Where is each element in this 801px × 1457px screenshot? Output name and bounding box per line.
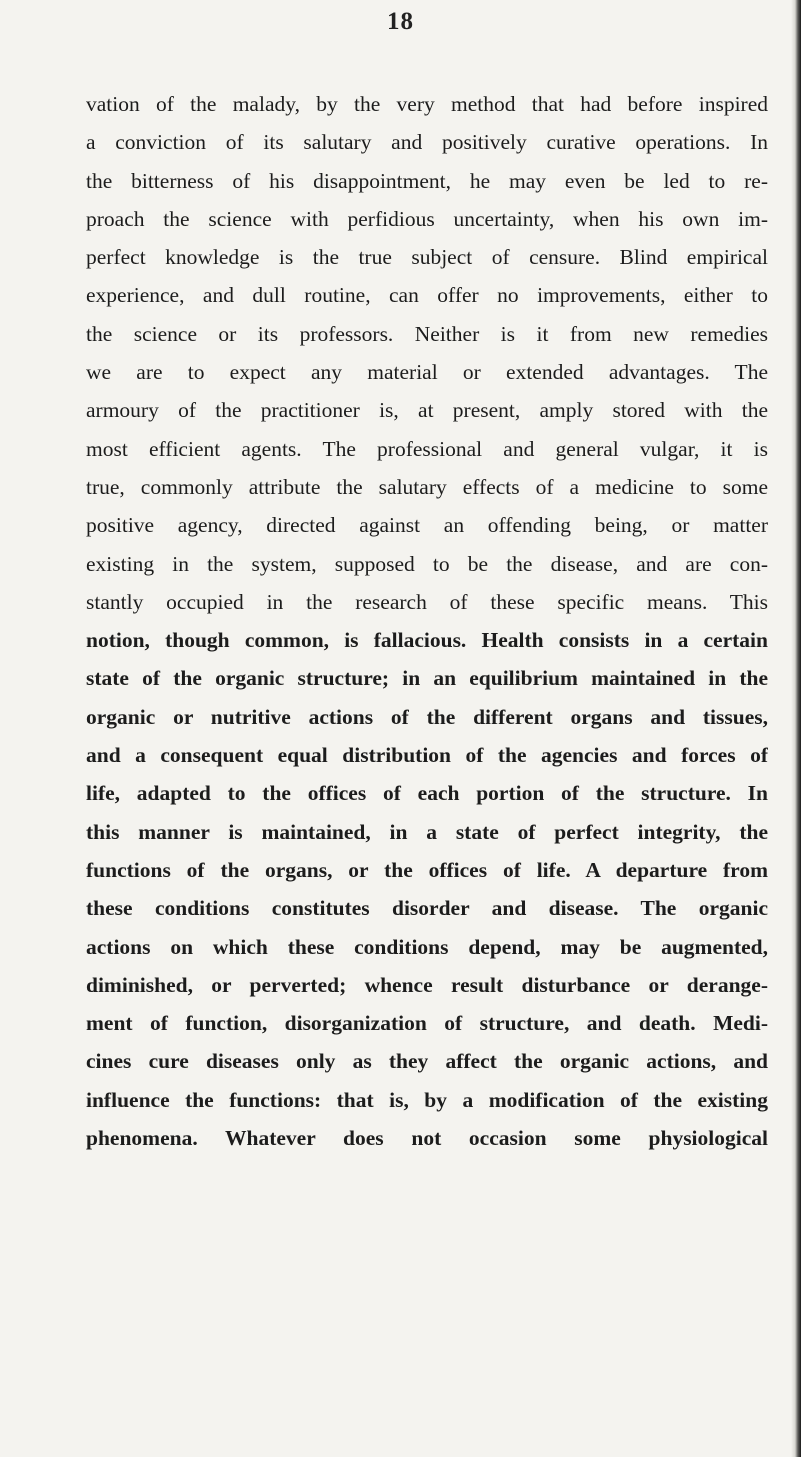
text-line: state of the organic structure; in an equilibrium maintained in the [86, 666, 768, 691]
body-text [86, 85, 768, 1157]
text-line: diminished, or perverted; whence result disturbance or derange- [86, 972, 768, 997]
text-line: phenomena. Whatever does not occasion some physiological [86, 1126, 768, 1151]
text-line: vation of the malady, by the very method that had before inspired [86, 92, 768, 116]
text-line: armoury of the practitioner is, at present, amply stored with the [86, 398, 768, 423]
text-line: stantly occupied in the research of these specific means. This [86, 589, 768, 614]
text-line: most efficient agents. The professional and general vulgar, it is [86, 436, 768, 461]
text-line: positive agency, directed against an offending being, or matter [86, 513, 768, 538]
text-line: experience, and dull routine, can offer no improvements, either to [86, 283, 768, 308]
text-line: true, commonly attribute the salutary effects of a medicine to some [86, 474, 768, 499]
text-line: notion, though common, is fallacious. Health consists in a certain [86, 628, 768, 653]
page-edge-shadow [791, 0, 801, 1457]
text-line: actions on which these conditions depend, may be augmented, [86, 934, 768, 959]
text-line: and a consequent equal distribution of the agencies and forces of [86, 743, 768, 768]
text-line: ment of function, disorganization of structure, and death. Medi- [86, 1011, 768, 1036]
text-line: proach the science with perfidious uncertainty, when his own im- [86, 206, 768, 231]
text-line: the science or its professors. Neither is it from new remedies [86, 321, 768, 346]
text-line: cines cure diseases only as they affect the organic actions, and [86, 1049, 768, 1074]
text-line: perfect knowledge is the true subject of censure. Blind empirical [86, 245, 768, 270]
text-line: organic or nutritive actions of the different organs and tissues, [86, 704, 768, 729]
text-line: existing in the system, supposed to be the disease, and are con- [86, 551, 768, 576]
text-line: this manner is maintained, in a state of perfect integrity, the [86, 819, 768, 844]
text-line: life, adapted to the offices of each portion of the structure. In [86, 781, 768, 806]
text-line: influence the functions: that is, by a modification of the existing [86, 1087, 768, 1112]
text-line: functions of the organs, or the offices of life. A departure from [86, 857, 768, 882]
text-line: a conviction of its salutary and positively curative operations. In [86, 130, 768, 155]
text-line: these conditions constitutes disorder and disease. The organic [86, 896, 768, 921]
text-line: we are to expect any material or extended advantages. The [86, 360, 768, 385]
text-line: the bitterness of his disappointment, he may even be led to re- [86, 168, 768, 193]
page-number: 18 [387, 8, 414, 35]
